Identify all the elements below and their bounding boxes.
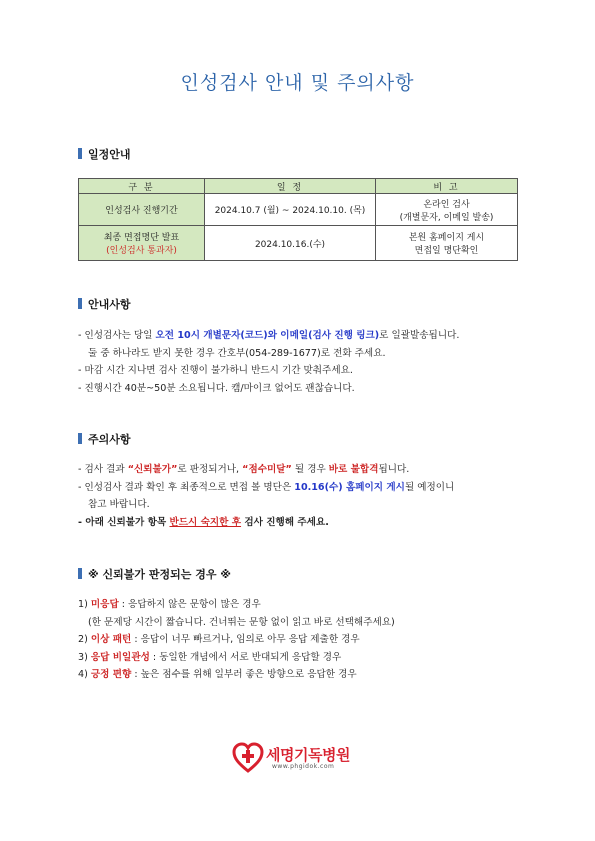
table-header-row <box>79 179 518 194</box>
hospital-logo <box>232 742 372 776</box>
row2-label <box>79 226 205 261</box>
text-span: 로 판정되거나, <box>177 464 243 475</box>
header-note: 비 고 <box>376 179 518 194</box>
text-span: : 높은 점수를 위해 일부러 좋은 방향으로 응답한 경우 <box>131 669 357 680</box>
section-caution-heading <box>78 431 131 447</box>
text-span: : 응답이 너무 빠르거나, 임의로 아무 응답 제출한 경우 <box>131 634 360 645</box>
section-bar-icon <box>78 568 82 579</box>
row1-date: 2024.10.7 (월) ~ 2024.10.10. (목) <box>205 194 376 226</box>
row1-note <box>376 194 518 226</box>
section-schedule-heading <box>78 146 131 162</box>
heart-cross-icon <box>232 742 264 774</box>
row1-label: 인성검사 진행기간 <box>79 194 205 226</box>
row2-note-line2: 면접일 명단확인 <box>414 246 479 256</box>
list-item <box>78 666 548 684</box>
section-bar-icon <box>78 298 82 309</box>
text-span: 될 예정이니 <box>404 481 455 493</box>
text-span: 3) <box>78 651 91 663</box>
text-span: 1) <box>78 599 91 610</box>
section-bar-icon <box>78 433 82 444</box>
list-item <box>78 649 548 667</box>
highlight-blue: 10.16(수) 홈페이지 게시 <box>294 481 405 493</box>
section-unreliable-heading <box>78 566 231 582</box>
row2-date: 2024.10.16.(수) <box>205 226 376 261</box>
text-span: 로 일괄발송됩니다. <box>379 330 460 341</box>
caution-line-2 <box>78 479 548 497</box>
row2-note-line1: 본원 홈페이지 게시 <box>408 233 485 243</box>
highlight-red-underline: 반드시 숙지한 후 <box>169 516 242 528</box>
text-span: 검사 진행해 주세요. <box>241 516 329 528</box>
section-caution-label: 주의사항 <box>88 433 131 446</box>
row2-label-line2: (인성검사 통과자) <box>106 246 177 256</box>
text-span: : 응답하지 않은 문항이 많은 경우 <box>118 599 261 610</box>
table-row <box>79 226 518 261</box>
guide-line-4: - 진행시간 40분~50분 소요됩니다. 캠/마이크 없어도 괜찮습니다. <box>78 382 355 394</box>
text-span: : 동일한 개념에서 서로 반대되게 응답할 경우 <box>149 651 342 663</box>
row1-note-line1: 온라인 검사 <box>423 199 470 210</box>
section-guide-heading <box>78 296 131 312</box>
caution-line-1 <box>78 461 548 479</box>
section-guide-label: 안내사항 <box>88 298 131 311</box>
text-span: 됩니다. <box>378 464 410 475</box>
header-category: 구 분 <box>79 179 205 194</box>
highlight-red: “신뢰불가” <box>127 464 178 475</box>
row1-note-line2: (개별문자, 이메일 발송) <box>399 212 494 223</box>
caution-line-4 <box>78 514 548 532</box>
caution-paragraph <box>78 461 548 531</box>
logo-url: www.phgidok.com <box>272 763 335 770</box>
list-item <box>78 596 548 614</box>
highlight-red: “점수미달” <box>242 464 292 475</box>
table-row <box>79 194 518 226</box>
header-schedule: 일 정 <box>205 179 376 194</box>
list-item <box>78 631 548 649</box>
schedule-table <box>78 178 518 261</box>
guide-line-2: 둘 중 하나라도 받지 못한 경우 간호부(054-289-1677)로 전화 주세요. <box>88 347 386 359</box>
unreliable-list <box>78 596 548 684</box>
text-span: 2) <box>78 634 91 645</box>
guide-paragraph <box>78 327 548 397</box>
highlight-blue: 오전 10시 개별문자(코드)와 이메일(검사 진행 링크) <box>155 330 380 341</box>
highlight-red: 미응답 <box>90 599 119 610</box>
row2-note <box>376 226 518 261</box>
highlight-red: 이상 패턴 <box>90 634 132 645</box>
text-span: 될 경우 <box>291 464 329 475</box>
list-item-note: (한 문제당 시간이 짧습니다. 건너뛰는 문항 없이 읽고 바로 선택해주세요) <box>88 616 395 628</box>
text-span: - 검사 결과 <box>78 464 128 475</box>
highlight-red: 긍정 편향 <box>90 669 132 680</box>
caution-line-3: 참고 바랍니다. <box>88 499 150 510</box>
text-span: - 인성검사 결과 확인 후 최종적으로 면접 볼 명단은 <box>78 481 295 493</box>
guide-line-1 <box>78 327 548 345</box>
row2-label-line1: 최종 면접명단 발표 <box>103 233 180 243</box>
highlight-red: 바로 불합격 <box>328 464 379 475</box>
page-title: 인성검사 안내 및 주의사항 <box>180 72 415 94</box>
text-span: - 아래 신뢰불가 항목 <box>78 516 170 528</box>
guide-line-3: - 마감 시간 지나면 검사 진행이 불가하니 반드시 기간 맞춰주세요. <box>78 365 353 376</box>
logo-name: 세명기독병원 <box>266 746 350 764</box>
section-unreliable-label: ※ 신뢰불가 판정되는 경우 ※ <box>88 568 231 581</box>
highlight-red: 응답 비일관성 <box>90 651 150 663</box>
text-span: 4) <box>78 669 91 680</box>
section-bar-icon <box>78 148 82 159</box>
text-span: - 인성검사는 당일 <box>78 330 156 341</box>
section-schedule-label: 일정안내 <box>88 148 131 161</box>
